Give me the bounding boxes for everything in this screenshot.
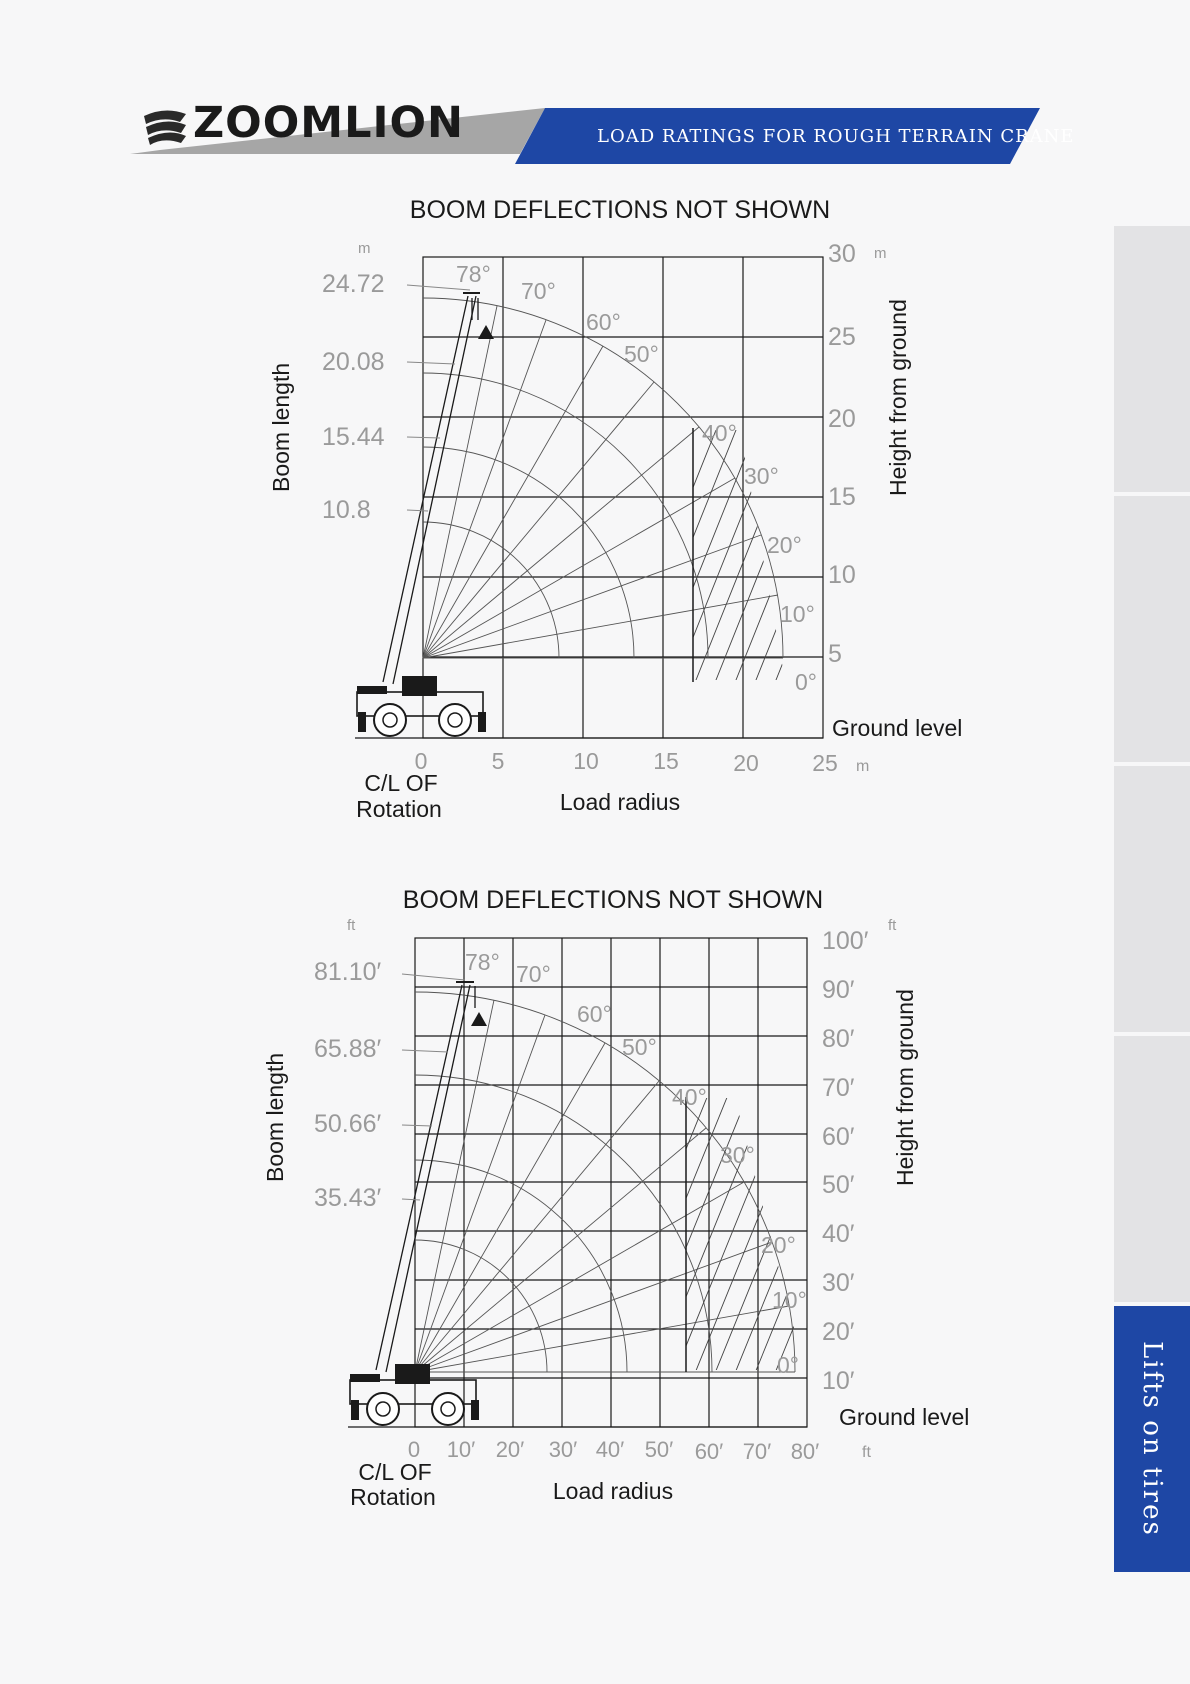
angle-label: 60° bbox=[586, 309, 621, 335]
height-tick: 90′ bbox=[822, 976, 855, 1004]
radius-tick: 70′ bbox=[742, 1439, 772, 1464]
right-axis-label: Height from ground bbox=[892, 989, 918, 1186]
radius-tick: 10 bbox=[573, 748, 599, 774]
angle-label: 70° bbox=[521, 278, 556, 304]
boom-length-value: 35.43′ bbox=[314, 1184, 382, 1212]
ground-level-label: Ground level bbox=[832, 715, 963, 741]
ground-level-label: Ground level bbox=[839, 1404, 970, 1430]
radius-tick: 50′ bbox=[644, 1437, 674, 1462]
angle-label: 10° bbox=[772, 1287, 807, 1313]
angle-label: 50° bbox=[624, 341, 659, 367]
height-tick: 100′ bbox=[822, 927, 869, 955]
height-tick: 60′ bbox=[822, 1123, 855, 1151]
left-axis-label: Boom length bbox=[268, 362, 294, 492]
angle-label: 10° bbox=[780, 601, 815, 627]
radius-tick: 25 bbox=[812, 750, 838, 776]
boom-length-leaders bbox=[402, 974, 465, 1200]
angle-label: 0° bbox=[795, 669, 817, 695]
rotation-label-line1: C/L OF bbox=[358, 1459, 432, 1485]
radius-tick: 5 bbox=[491, 748, 505, 774]
radius-tick: 10′ bbox=[446, 1437, 476, 1462]
angle-label: 20° bbox=[767, 532, 802, 558]
radius-tick: 0 bbox=[407, 1437, 421, 1462]
boom-length-value: 24.72 bbox=[322, 270, 385, 298]
radius-tick: 40′ bbox=[595, 1437, 625, 1462]
hook-block-icon bbox=[471, 1012, 487, 1026]
boom-length-value: 20.08 bbox=[322, 348, 385, 376]
height-tick: 10′ bbox=[822, 1367, 855, 1395]
angle-label: 30° bbox=[720, 1142, 755, 1168]
radius-tick: 30′ bbox=[548, 1437, 578, 1462]
diagram-title: BOOM DEFLECTIONS NOT SHOWN bbox=[409, 196, 831, 224]
right-axis-unit: m bbox=[874, 245, 887, 262]
rotation-label-line2: Rotation bbox=[350, 1484, 436, 1510]
angle-label: 40° bbox=[672, 1084, 707, 1110]
right-axis-unit: ft bbox=[888, 917, 897, 934]
radius-tick: 15 bbox=[653, 748, 679, 774]
boom-length-value: 15.44 bbox=[322, 423, 385, 451]
boom-length-value: 65.88′ bbox=[314, 1035, 382, 1063]
angle-label: 40° bbox=[702, 420, 737, 446]
bottom-axis-unit: ft bbox=[862, 1444, 871, 1461]
height-tick: 20′ bbox=[822, 1318, 855, 1346]
rotation-label-line2: Rotation bbox=[356, 796, 442, 822]
height-tick: 25 bbox=[828, 323, 856, 351]
bottom-axis-label: Load radius bbox=[552, 1478, 674, 1504]
radius-tick: 20′ bbox=[495, 1437, 525, 1462]
crane-boom bbox=[376, 982, 475, 1372]
angle-label: 50° bbox=[622, 1034, 657, 1060]
left-axis-unit: ft bbox=[347, 917, 356, 934]
height-tick: 10 bbox=[828, 561, 856, 589]
bottom-axis-unit: m bbox=[856, 758, 870, 775]
diagram-title: BOOM DEFLECTIONS NOT SHOWN bbox=[402, 886, 824, 914]
height-tick: 80′ bbox=[822, 1025, 855, 1053]
height-tick: 15 bbox=[828, 483, 856, 511]
brand-logo-text: ZOOMLION bbox=[193, 98, 465, 148]
height-tick: 50′ bbox=[822, 1171, 855, 1199]
boom-length-value: 10.8 bbox=[322, 496, 371, 524]
left-axis-label: Boom length bbox=[262, 1052, 288, 1182]
height-tick: 70′ bbox=[822, 1074, 855, 1102]
banner-title: LOAD RATINGS FOR ROUGH TERRAIN CRANE bbox=[597, 126, 1075, 147]
rotation-label-line1: C/L OF bbox=[364, 770, 438, 796]
height-tick: 30′ bbox=[822, 1269, 855, 1297]
height-tick: 40′ bbox=[822, 1220, 855, 1248]
left-axis-unit: m bbox=[358, 240, 371, 257]
height-tick: 20 bbox=[828, 405, 856, 433]
radius-tick: 20 bbox=[733, 750, 759, 776]
radius-tick: 0 bbox=[414, 748, 428, 774]
angle-label: 70° bbox=[516, 961, 551, 987]
right-axis-label: Height from ground bbox=[885, 299, 911, 496]
boom-length-value: 81.10′ bbox=[314, 958, 382, 986]
angle-label: 60° bbox=[577, 1001, 612, 1027]
angle-label: 30° bbox=[744, 463, 779, 489]
angle-label: 78° bbox=[465, 949, 500, 975]
angle-label: 78° bbox=[456, 261, 491, 287]
radius-tick: 60′ bbox=[694, 1439, 724, 1464]
radius-tick: 80′ bbox=[790, 1439, 820, 1464]
height-tick: 30 bbox=[828, 240, 856, 268]
angle-label: 0° bbox=[777, 1352, 799, 1378]
boom-length-value: 50.66′ bbox=[314, 1110, 382, 1138]
height-tick: 5 bbox=[828, 640, 842, 668]
side-tab-active-label: Lifts on tires bbox=[1137, 1341, 1167, 1537]
bottom-axis-label: Load radius bbox=[559, 789, 681, 815]
angle-label: 20° bbox=[761, 1232, 796, 1258]
